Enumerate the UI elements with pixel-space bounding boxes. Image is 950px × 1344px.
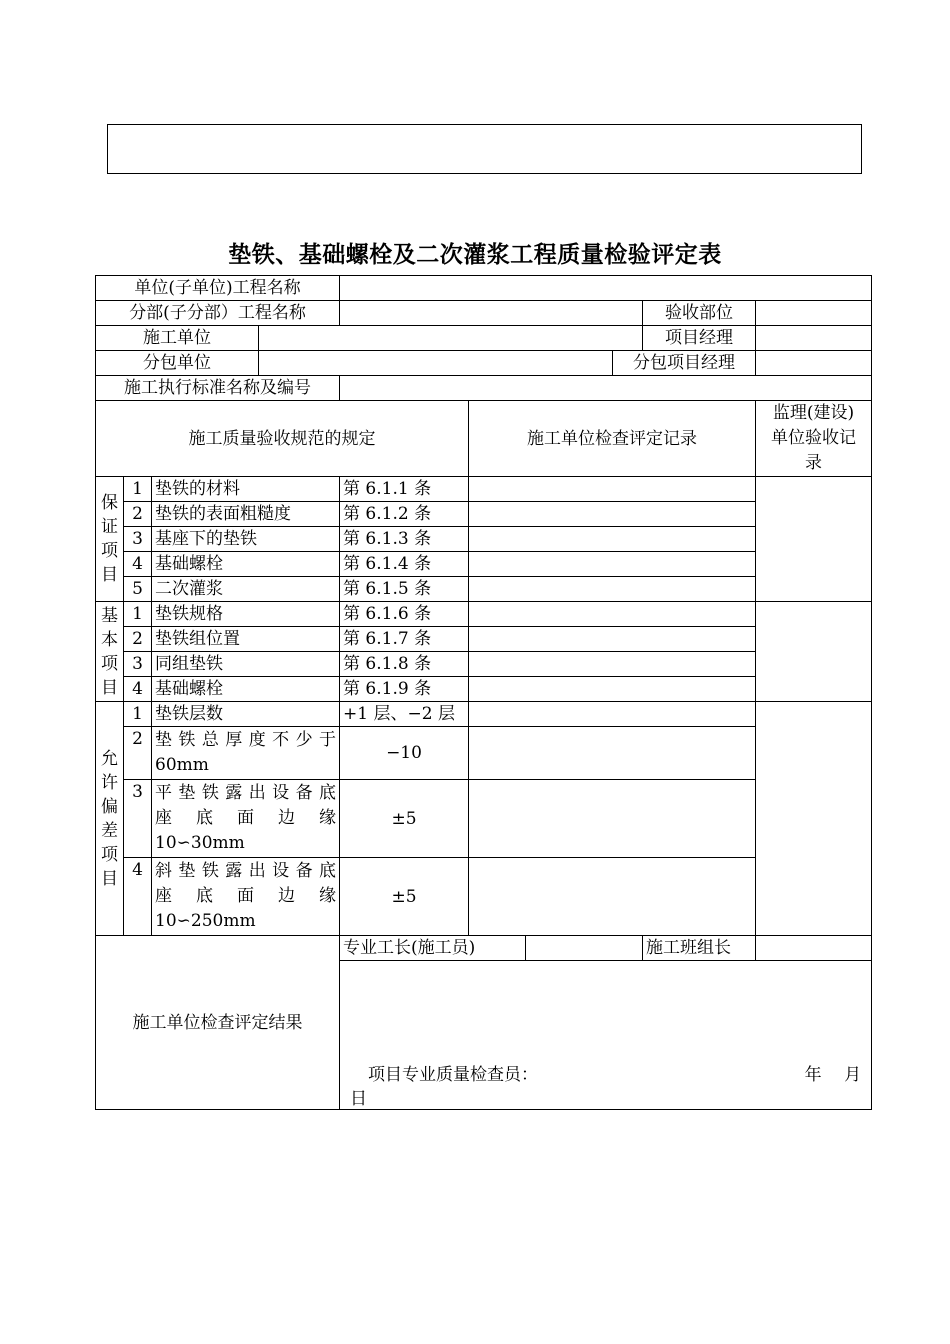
basic-row bbox=[96, 677, 872, 702]
item-name: 垫铁组位置 bbox=[152, 627, 340, 652]
guarantee-row bbox=[96, 502, 872, 527]
item-name: 垫铁层数 bbox=[152, 702, 340, 727]
item-record-field[interactable] bbox=[469, 577, 756, 602]
subcontract-manager-field[interactable] bbox=[756, 351, 872, 376]
item-no: 3 bbox=[124, 527, 152, 552]
inspection-form-table bbox=[95, 275, 872, 1110]
inspector-label: 项目专业质量检查员： bbox=[368, 1065, 539, 1085]
item-record-field[interactable] bbox=[469, 727, 756, 780]
standard-name-label: 施工执行标准名称及编号 bbox=[96, 376, 340, 401]
team-leader-field[interactable] bbox=[756, 936, 872, 961]
item-name: 基座下的垫铁 bbox=[152, 527, 340, 552]
row-unit-project bbox=[96, 276, 872, 301]
tolerance-row bbox=[96, 727, 872, 780]
item-no: 4 bbox=[124, 858, 152, 936]
unit-project-name-field[interactable] bbox=[340, 276, 872, 301]
guarantee-row bbox=[96, 552, 872, 577]
item-no: 3 bbox=[124, 652, 152, 677]
supervision-header: 监理(建设) 单位验收记 录 bbox=[756, 401, 872, 477]
tolerance-group-label: 允 许 偏 差 项 目 bbox=[96, 702, 124, 936]
tolerance-row bbox=[96, 858, 872, 936]
item-record-field[interactable] bbox=[469, 652, 756, 677]
item-name: 垫铁规格 bbox=[152, 602, 340, 627]
item-name: 垫铁总厚度不少于 60mm bbox=[152, 727, 340, 780]
date-year-month: 年 月 bbox=[804, 1065, 862, 1085]
tolerance-row bbox=[96, 702, 872, 727]
item-value: ±5 bbox=[340, 780, 469, 858]
item-record-field[interactable] bbox=[469, 502, 756, 527]
item-clause: 第 6.1.1 条 bbox=[340, 477, 469, 502]
item-name: 垫铁的表面粗糙度 bbox=[152, 502, 340, 527]
date-day: 日 bbox=[350, 1089, 368, 1109]
item-no: 1 bbox=[124, 702, 152, 727]
item-record-field[interactable] bbox=[469, 477, 756, 502]
spec-header: 施工质量验收规范的规定 bbox=[96, 401, 469, 477]
check-record-header: 施工单位检查评定记录 bbox=[469, 401, 756, 477]
item-record-field[interactable] bbox=[469, 677, 756, 702]
item-record-field[interactable] bbox=[469, 858, 756, 936]
row-standard bbox=[96, 376, 872, 401]
footer-signature-row bbox=[96, 936, 872, 961]
acceptance-part-field[interactable] bbox=[756, 301, 872, 326]
item-clause: 第 6.1.6 条 bbox=[340, 602, 469, 627]
foreman-label: 专业工长(施工员) bbox=[340, 936, 526, 961]
item-no: 5 bbox=[124, 577, 152, 602]
item-no: 3 bbox=[124, 780, 152, 858]
item-name: 同组垫铁 bbox=[152, 652, 340, 677]
item-no: 1 bbox=[124, 477, 152, 502]
standard-name-field[interactable] bbox=[340, 376, 872, 401]
result-field[interactable] bbox=[340, 961, 872, 1110]
unit-project-name-label: 单位(子单位)工程名称 bbox=[96, 276, 340, 301]
item-name: 垫铁的材料 bbox=[152, 477, 340, 502]
tolerance-supervision-field[interactable] bbox=[756, 702, 872, 936]
result-label: 施工单位检查评定结果 bbox=[96, 936, 340, 1110]
item-name: 基础螺栓 bbox=[152, 677, 340, 702]
basic-row bbox=[96, 627, 872, 652]
item-no: 4 bbox=[124, 677, 152, 702]
sub-project-name-label: 分部(子分部）工程名称 bbox=[96, 301, 340, 326]
item-record-field[interactable] bbox=[469, 527, 756, 552]
project-manager-field[interactable] bbox=[756, 326, 872, 351]
sub-project-name-field[interactable] bbox=[340, 301, 643, 326]
guarantee-row bbox=[96, 577, 872, 602]
item-clause: 第 6.1.8 条 bbox=[340, 652, 469, 677]
item-record-field[interactable] bbox=[469, 780, 756, 858]
item-name: 基础螺栓 bbox=[152, 552, 340, 577]
item-record-field[interactable] bbox=[469, 702, 756, 727]
subcontract-unit-label: 分包单位 bbox=[96, 351, 259, 376]
item-no: 4 bbox=[124, 552, 152, 577]
item-clause: 第 6.1.2 条 bbox=[340, 502, 469, 527]
project-manager-label: 项目经理 bbox=[643, 326, 756, 351]
subcontract-unit-field[interactable] bbox=[259, 351, 613, 376]
basic-row bbox=[96, 652, 872, 677]
item-clause: 第 6.1.4 条 bbox=[340, 552, 469, 577]
basic-group-label: 基 本 项 目 bbox=[96, 602, 124, 702]
acceptance-part-label: 验收部位 bbox=[643, 301, 756, 326]
item-clause: 第 6.1.7 条 bbox=[340, 627, 469, 652]
construction-unit-label: 施工单位 bbox=[96, 326, 259, 351]
item-no: 1 bbox=[124, 602, 152, 627]
subcontract-manager-label: 分包项目经理 bbox=[613, 351, 756, 376]
item-name: 平垫铁露出设备底 座 底 面 边 缘 10∽30mm bbox=[152, 780, 340, 858]
row-construction-unit bbox=[96, 326, 872, 351]
item-clause: 第 6.1.5 条 bbox=[340, 577, 469, 602]
row-subcontract bbox=[96, 351, 872, 376]
row-sub-project bbox=[96, 301, 872, 326]
basic-row bbox=[96, 602, 872, 627]
construction-unit-field[interactable] bbox=[259, 326, 643, 351]
guarantee-row bbox=[96, 477, 872, 502]
guarantee-group-label: 保 证 项 目 bbox=[96, 477, 124, 602]
guarantee-row bbox=[96, 527, 872, 552]
item-record-field[interactable] bbox=[469, 627, 756, 652]
item-value: +1 层、−2 层 bbox=[340, 702, 469, 727]
basic-supervision-field[interactable] bbox=[756, 602, 872, 702]
item-value: −10 bbox=[340, 727, 469, 780]
foreman-field[interactable] bbox=[526, 936, 643, 961]
item-name: 斜垫铁露出设备底 座 底 面 边 缘 10∽250mm bbox=[152, 858, 340, 936]
page-title: 垫铁、基础螺栓及二次灌浆工程质量检验评定表 bbox=[228, 241, 722, 268]
item-no: 2 bbox=[124, 727, 152, 780]
team-leader-label: 施工班组长 bbox=[643, 936, 756, 961]
item-value: ±5 bbox=[340, 858, 469, 936]
row-column-headers bbox=[96, 401, 872, 477]
header-blank-box bbox=[107, 124, 862, 174]
item-clause: 第 6.1.9 条 bbox=[340, 677, 469, 702]
item-no: 2 bbox=[124, 502, 152, 527]
item-clause: 第 6.1.3 条 bbox=[340, 527, 469, 552]
guarantee-supervision-field[interactable] bbox=[756, 477, 872, 602]
item-no: 2 bbox=[124, 627, 152, 652]
item-record-field[interactable] bbox=[469, 602, 756, 627]
item-name: 二次灌浆 bbox=[152, 577, 340, 602]
tolerance-row bbox=[96, 780, 872, 858]
item-record-field[interactable] bbox=[469, 552, 756, 577]
